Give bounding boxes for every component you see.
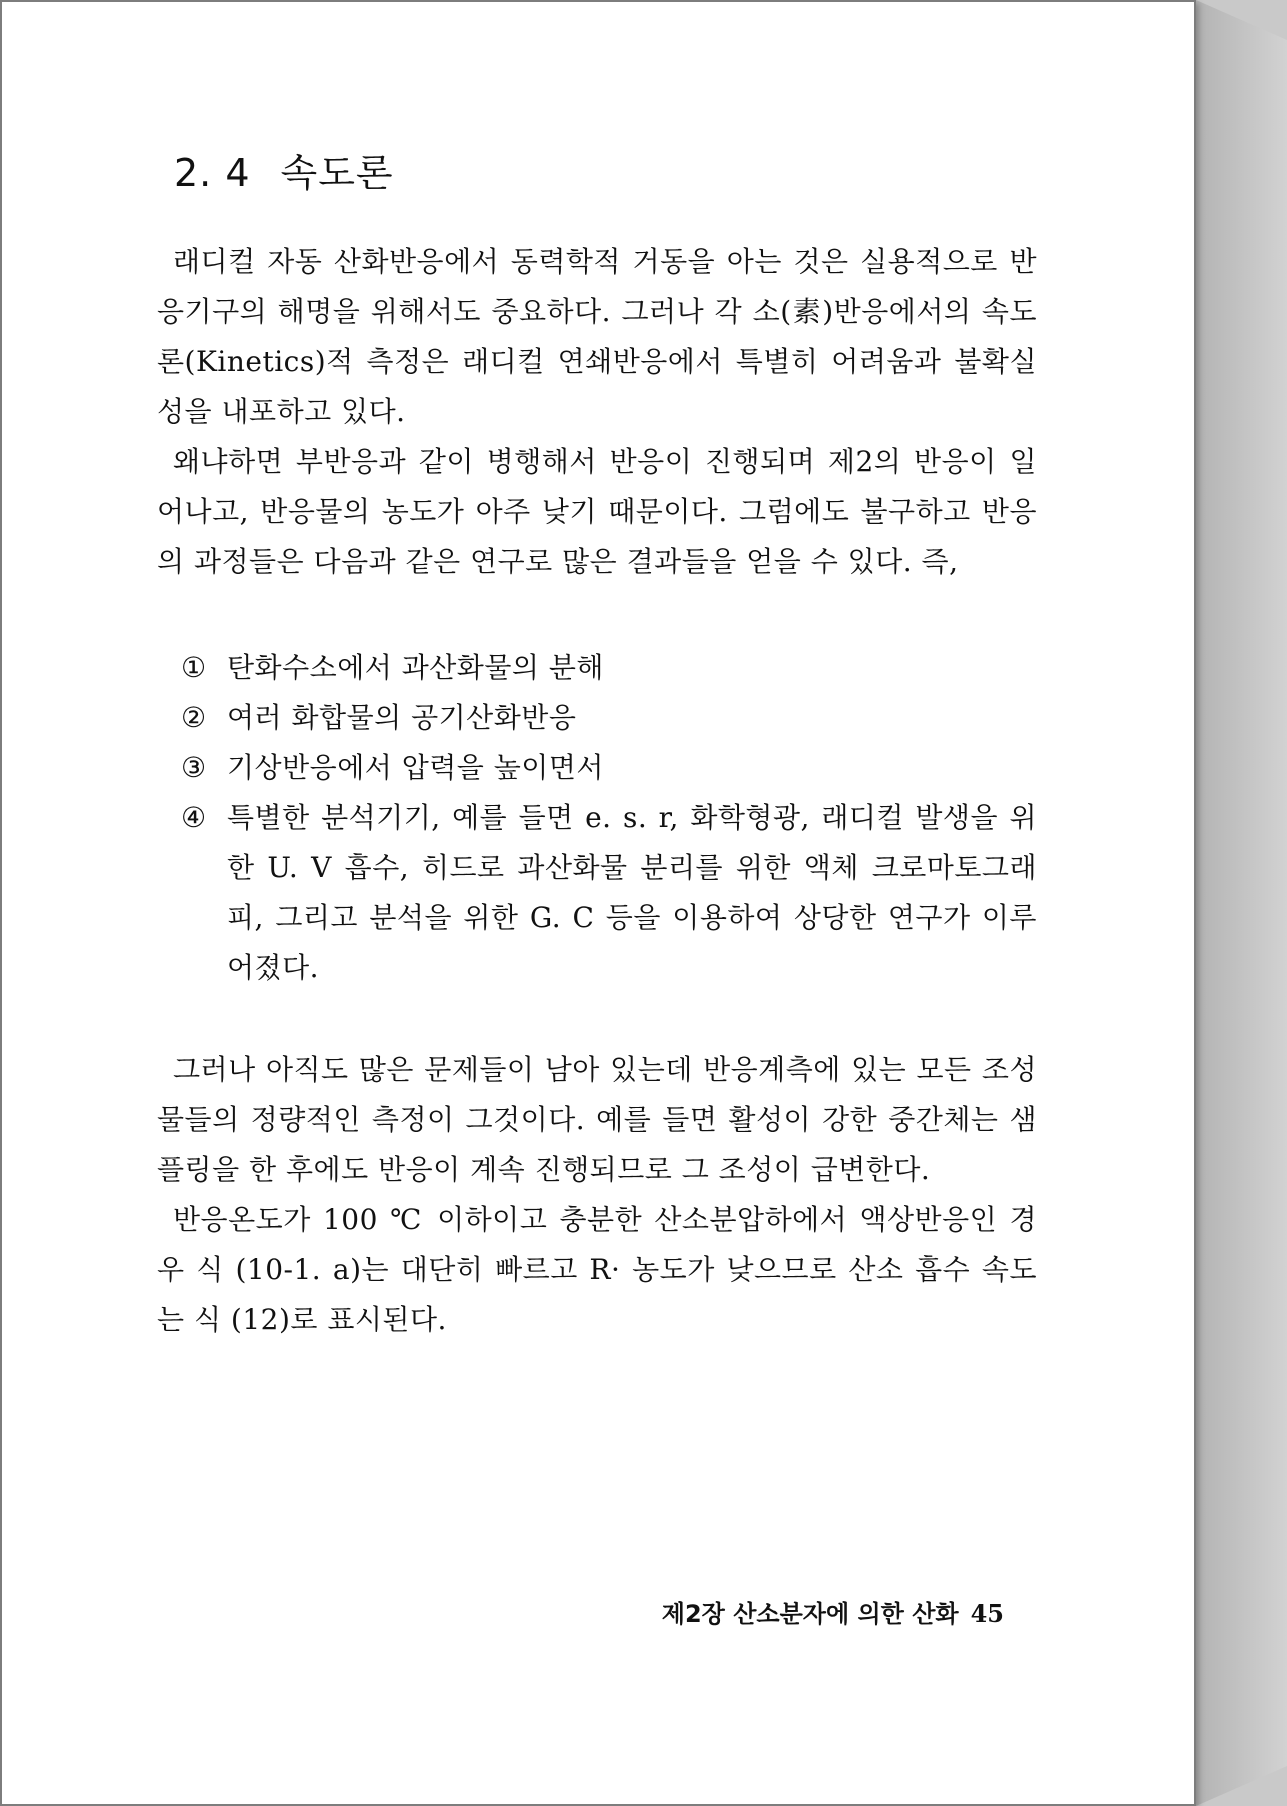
- list-marker: ④: [181, 801, 207, 834]
- page-footer: [662, 1594, 1004, 1629]
- list-item: [181, 793, 1037, 993]
- list-marker: ③: [181, 751, 207, 784]
- list-item-text: 기상반응에서 압력을 높이면서: [227, 751, 604, 784]
- page-content: [157, 142, 1037, 1345]
- list-item-text: 여러 화합물의 공기산화반응: [227, 701, 577, 734]
- paragraph: 래디컬 자동 산화반응에서 동력학적 거동을 아는 것은 실용적으로 반응기구의 해명을 위해서도 중요하다. 그러나 각 소(素)반응에서의 속도론(Kinetics)적 측정은 래디컬 연쇄반응에서 특별히 어려움과 불확실성을 내포하고 있다.: [157, 245, 1037, 428]
- list-item: [181, 643, 1037, 693]
- list-item-text: 탄화수소에서 과산화물의 분해: [227, 651, 604, 684]
- section-title: 속도론: [280, 151, 394, 195]
- paragraph: 반응온도가 100 ℃ 이하이고 충분한 산소분압하에서 액상반응인 경우 식 (10-1. a)는 대단히 빠르고 R· 농도가 낮으므로 산소 흡수 속도는 식 (12)로 표시된다.: [157, 1203, 1037, 1336]
- section-number: 2. 4: [174, 151, 251, 195]
- section-heading: [174, 142, 1037, 197]
- list-marker: ②: [181, 701, 207, 734]
- list-item-text: 특별한 분석기기, 예를 들면 e. s. r, 화학형광, 래디컬 발생을 위한 U. V 흡수, 히드로 과산화물 분리를 위한 액체 크로마토그래피, 그리고 분석을 위한 G. C 등을 이용하여 상당한 연구가 이루어졌다.: [227, 801, 1037, 984]
- chapter-title: 제2장 산소분자에 의한 산화: [661, 1600, 959, 1628]
- paragraph: 왜냐하면 부반응과 같이 병행해서 반응이 진행되며 제2의 반응이 일어나고, 반응물의 농도가 아주 낮기 때문이다. 그럼에도 불구하고 반응의 과정들은 다음과 같은 연구로 많은 결과들을 얻을 수 있다. 즉,: [157, 445, 1037, 578]
- paragraph: 그러나 아직도 많은 문제들이 남아 있는데 반응계측에 있는 모든 조성물들의 정량적인 측정이 그것이다. 예를 들면 활성이 강한 중간체는 샘플링을 한 후에도 반응이 계속 진행되므로 그 조성이 급변한다.: [157, 1053, 1037, 1186]
- numbered-list: [157, 643, 1037, 993]
- list-item: [181, 743, 1037, 793]
- book-side-edge: [1196, 0, 1287, 1806]
- page-number: 45: [970, 1599, 1004, 1628]
- list-item: [181, 693, 1037, 743]
- list-marker: ①: [181, 651, 207, 684]
